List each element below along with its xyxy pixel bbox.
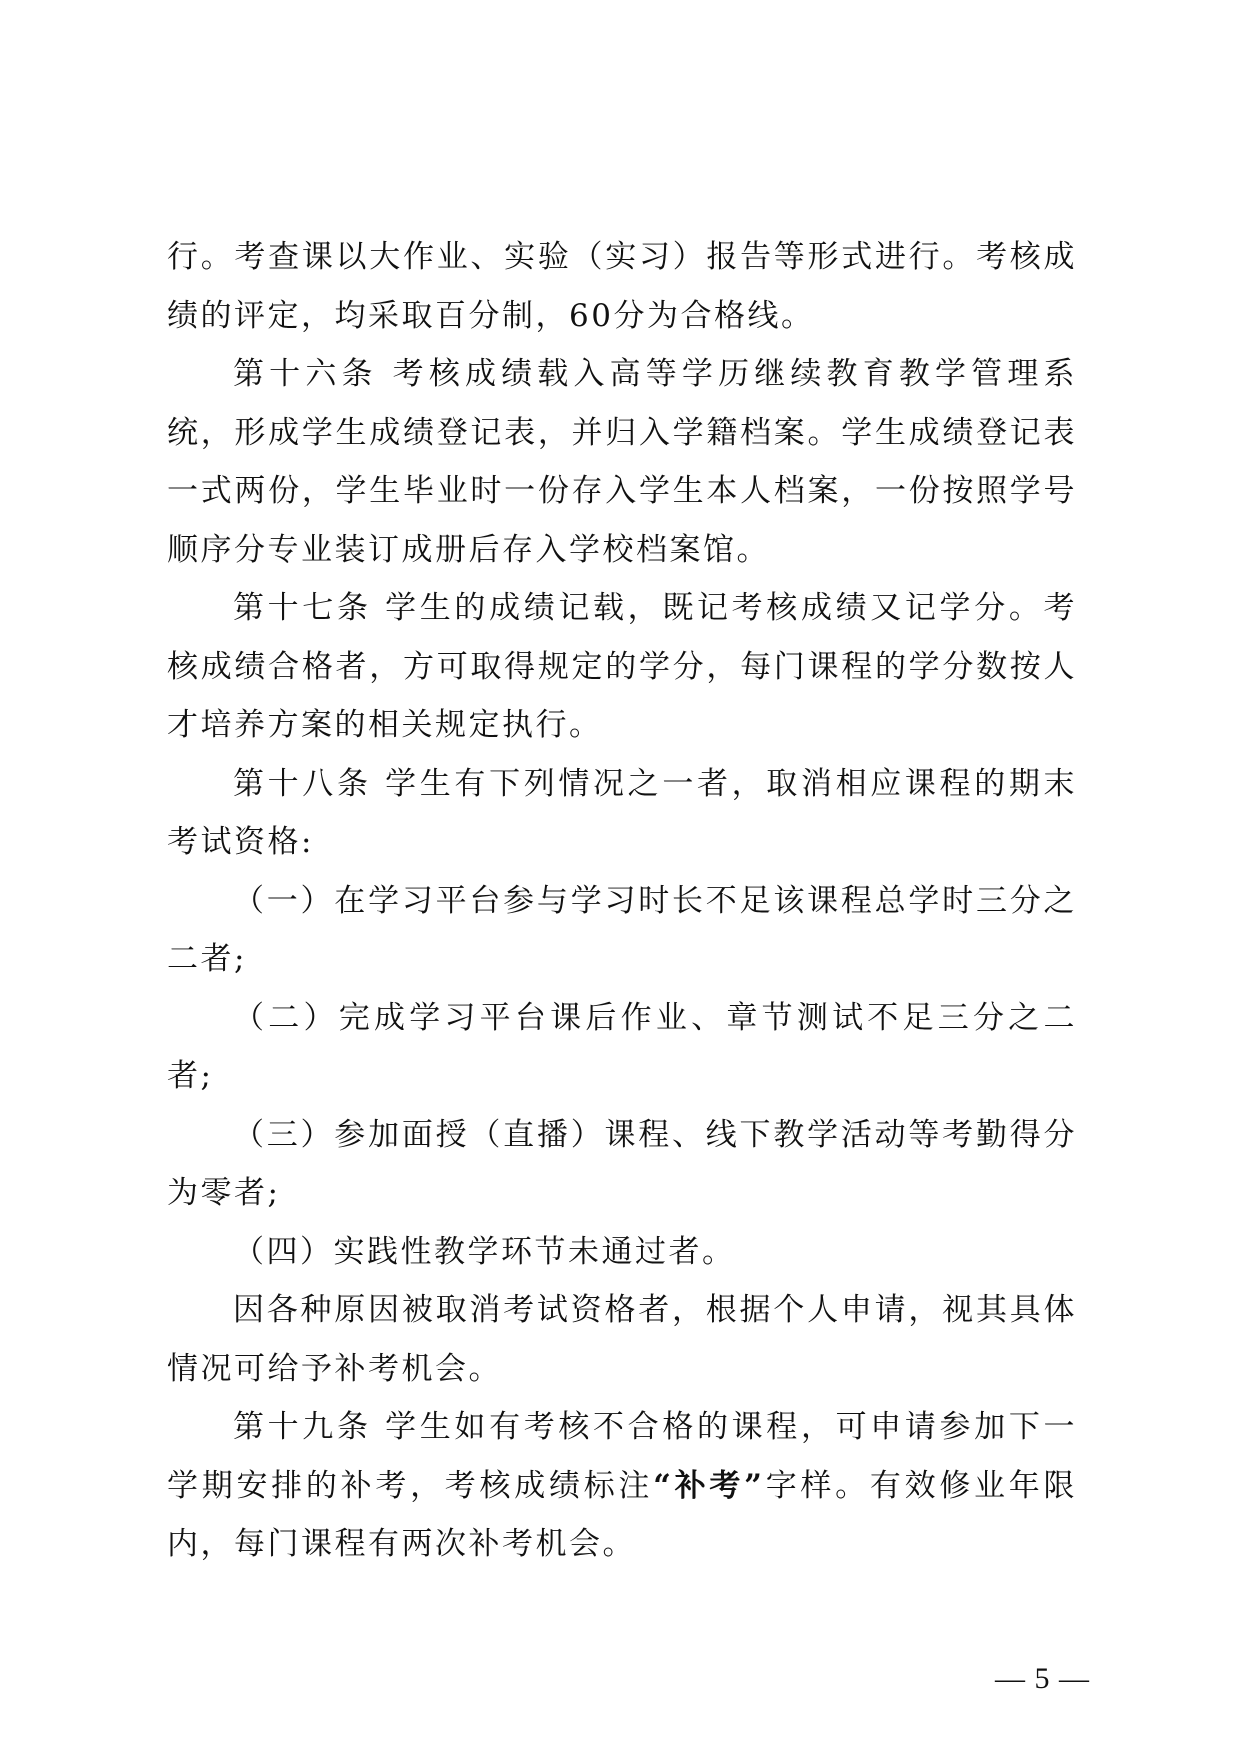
list-item-4: [167, 1223, 1077, 1282]
list-item-text: （二）完成学习平台课后作业、章节测试不足三分之二者;: [167, 999, 1077, 1094]
list-item-text: （四）实践性教学环节未通过者。: [233, 1233, 736, 1270]
paragraph-note: [167, 1281, 1077, 1398]
list-item-text: （三）参加面授（直播）课程、线下教学活动等考勤得分为零者;: [167, 1116, 1077, 1211]
article-text: 字样。有效修业年限内，每门课程有两次补考机会。: [167, 1467, 1078, 1562]
article-text: 学生的成绩记载，既记考核成绩又记学分。考核成绩合格者，方可取得规定的学分，每门课程的学分数按人才培养方案的相关规定执行。: [167, 590, 1078, 743]
article-16: [167, 345, 1077, 579]
paragraph-continuation: [167, 228, 1077, 345]
article-19: [167, 1398, 1077, 1574]
list-item-2: [167, 989, 1077, 1106]
emphasis-text: “补考”: [653, 1467, 765, 1504]
article-heading: 第十八条: [233, 765, 372, 802]
list-item-1: [167, 872, 1077, 989]
page-number: — 5 —: [995, 1662, 1090, 1695]
article-18: [167, 755, 1077, 872]
article-text: 考核成绩载入高等学历继续教育教学管理系统，形成学生成绩登记表，并归入学籍档案。学生成绩登记表一式两份，学生毕业时一份存入学生本人档案，一份按照学号顺序分专业装订成册后存入学校档案馆。: [167, 356, 1078, 568]
article-text: 学生有下列情况之一者，取消相应课程的期末考试资格:: [167, 765, 1078, 860]
article-heading: 第十七条: [233, 590, 372, 626]
list-item-text: （一）在学习平台参与学习时长不足该课程总学时三分之二者;: [167, 882, 1077, 977]
article-heading: 第十九条: [233, 1409, 372, 1445]
paragraph-text: 行。考查课以大作业、实验（实习）报告等形式进行。考核成绩的评定，均采取百分制，60分为合格线。: [167, 239, 1077, 334]
paragraph-text: 因各种原因被取消考试资格者，根据个人申请，视其具体情况可给予补考机会。: [167, 1292, 1077, 1387]
article-17: [167, 579, 1077, 755]
document-body: [167, 228, 1077, 1574]
article-text: 学生如有考核不合格的课程，可申请参加下一学期安排的补考，考核成绩标注: [167, 1409, 1078, 1504]
list-item-3: [167, 1106, 1077, 1223]
article-heading: 第十六条: [233, 356, 378, 392]
